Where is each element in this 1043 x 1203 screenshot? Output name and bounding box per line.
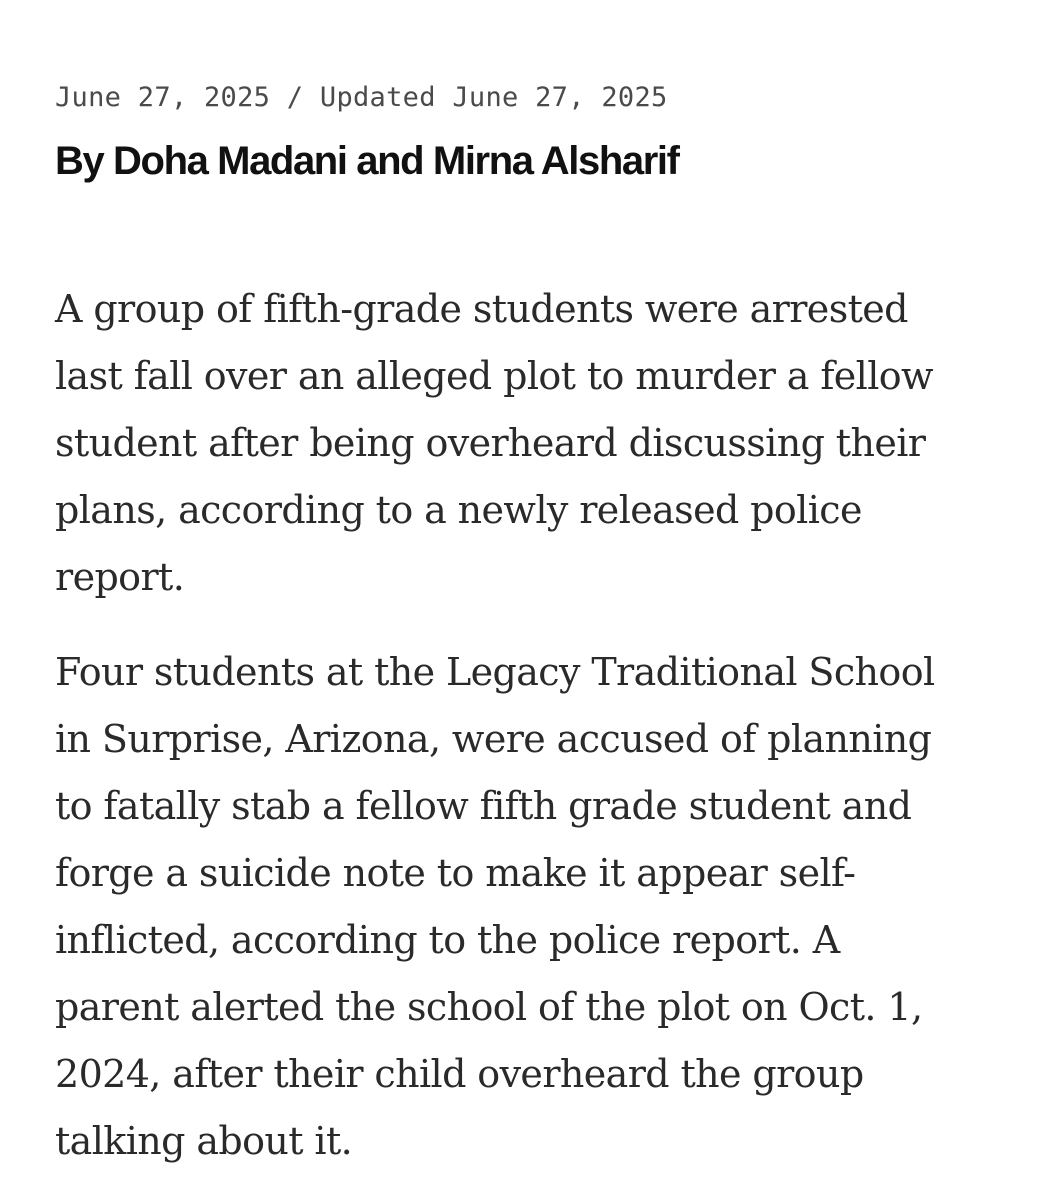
article-dateline: June 27, 2025 / Updated June 27, 2025 xyxy=(55,82,668,113)
paragraph-line: A group of fifth-grade students were arrested xyxy=(55,287,908,331)
paragraph-line: inflicted, according to the police report. A xyxy=(55,918,840,962)
article-paragraph xyxy=(55,276,985,611)
article-body xyxy=(55,276,985,1203)
paragraph-line: parent alerted the school of the plot on Oct. 1, xyxy=(55,985,923,1029)
paragraph-line: report. xyxy=(55,555,185,599)
article-byline: By Doha Madani and Mirna Alsharif xyxy=(55,139,679,183)
paragraph-line: forge a suicide note to make it appear self- xyxy=(55,851,856,895)
paragraph-line: plans, according to a newly released police xyxy=(55,488,862,532)
paragraph-line: in Surprise, Arizona, were accused of planning xyxy=(55,717,932,761)
paragraph-line: last fall over an alleged plot to murder a fellow xyxy=(55,354,933,398)
article-paragraph xyxy=(55,639,985,1175)
paragraph-line: Four students at the Legacy Traditional School xyxy=(55,650,935,694)
paragraph-line: to fatally stab a fellow fifth grade student and xyxy=(55,784,912,828)
paragraph-line: 2024, after their child overheard the group xyxy=(55,1052,864,1096)
paragraph-line: student after being overheard discussing their xyxy=(55,421,926,465)
paragraph-line: talking about it. xyxy=(55,1119,353,1163)
